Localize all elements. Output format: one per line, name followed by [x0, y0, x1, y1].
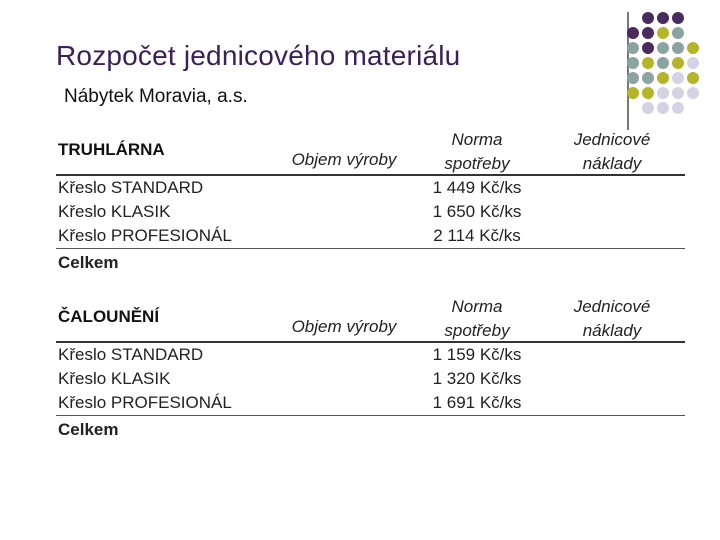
- table-row: [56, 176, 685, 200]
- column-cost-line2: náklady: [582, 154, 642, 173]
- norm-value: 1 691 Kč/ks: [432, 393, 522, 412]
- item-label: Křeslo STANDARD: [58, 345, 204, 364]
- column-norm: [416, 128, 538, 176]
- section-header: [56, 295, 685, 341]
- column-cost: [551, 295, 673, 343]
- norm-value: 1 159 Kč/ks: [432, 345, 522, 364]
- column-volume: Objem výroby: [291, 150, 397, 169]
- decorative-dot-grid: [0, 0, 720, 130]
- column-cost-line2: náklady: [582, 321, 642, 340]
- slide-subtitle: Nábytek Moravia, a.s.: [64, 86, 248, 107]
- column-volume: Objem výroby: [291, 317, 397, 336]
- section-header: [56, 128, 685, 174]
- item-label: Křeslo PROFESIONÁL: [58, 393, 232, 412]
- column-norm-line1: Norma: [451, 297, 503, 316]
- item-label: Křeslo STANDARD: [58, 178, 204, 197]
- table-row: [56, 224, 685, 248]
- item-label: Křeslo KLASIK: [58, 369, 171, 388]
- column-cost-line1: Jednicové: [573, 297, 651, 316]
- table-row: [56, 391, 685, 415]
- slide-title: Rozpočet jednicového materiálu: [56, 40, 461, 71]
- norm-value: 1 449 Kč/ks: [432, 178, 522, 197]
- column-cost: [551, 128, 673, 176]
- column-norm-line2: spotřeby: [444, 321, 510, 340]
- table-row: [56, 367, 685, 391]
- total-label: Celkem: [58, 253, 119, 272]
- norm-value: 1 650 Kč/ks: [432, 202, 522, 221]
- total-row: [56, 249, 685, 275]
- section-truhlarna: [56, 128, 685, 275]
- item-label: Křeslo PROFESIONÁL: [58, 226, 232, 245]
- column-cost-line1: Jednicové: [573, 130, 651, 149]
- norm-value: 1 320 Kč/ks: [432, 369, 522, 388]
- total-label: Celkem: [58, 420, 119, 439]
- section-calouneni: [56, 295, 685, 442]
- column-norm-line1: Norma: [451, 130, 503, 149]
- column-norm: [416, 295, 538, 343]
- table-row: [56, 343, 685, 367]
- norm-value: 2 114 Kč/ks: [433, 226, 521, 245]
- section-name: ČALOUNĚNÍ: [58, 307, 160, 326]
- item-label: Křeslo KLASIK: [58, 202, 171, 221]
- total-row: [56, 416, 685, 442]
- section-name: TRUHLÁRNA: [58, 140, 165, 159]
- table-row: [56, 200, 685, 224]
- column-norm-line2: spotřeby: [444, 154, 510, 173]
